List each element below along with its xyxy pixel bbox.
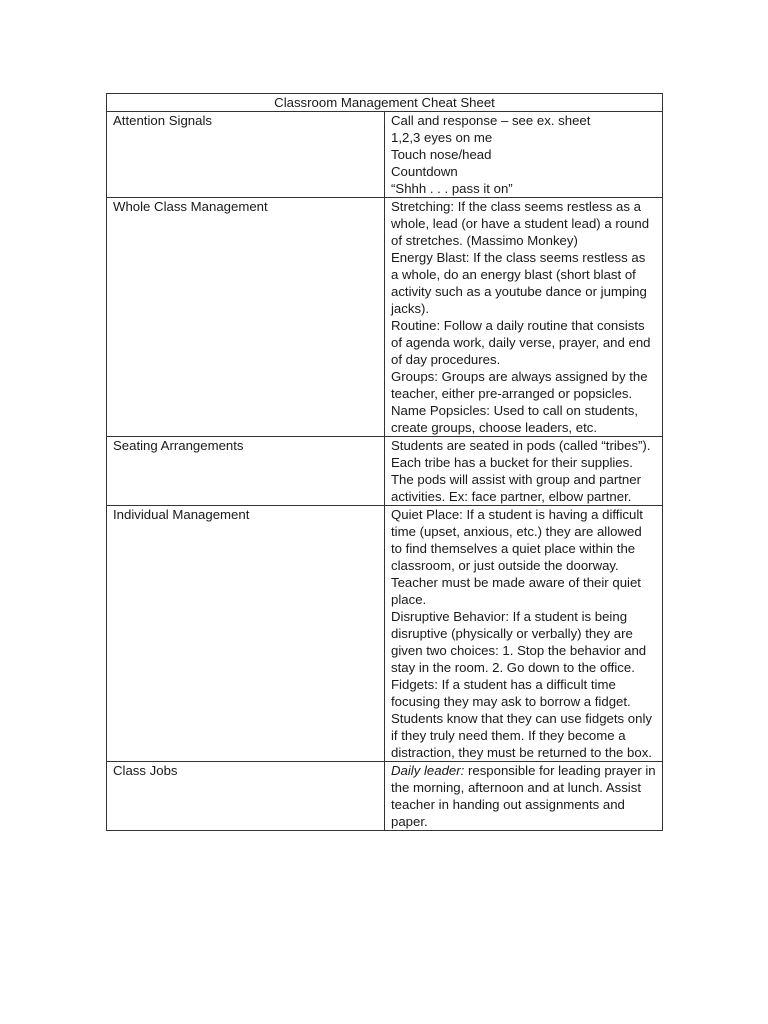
table-row xyxy=(107,762,663,831)
content-line: Groups: Groups are always assigned by the teacher, either pre-arranged or popsicles. xyxy=(391,369,648,401)
sheet-title: Classroom Management Cheat Sheet xyxy=(107,94,663,112)
row-label-seating-arrangements: Seating Arrangements xyxy=(107,437,385,506)
content-line: Countdown xyxy=(391,164,458,179)
row-label-individual-management: Individual Management xyxy=(107,506,385,762)
content-line: Students are seated in pods (called “tribes”). Each tribe has a bucket for their supplies. The pods will assist with group and partner activities. Ex: face partner, elbow partner. xyxy=(391,438,651,504)
content-line: Touch nose/head xyxy=(391,147,492,162)
content-line: Stretching: If the class seems restless as a whole, lead (or have a student lead) a round of stretches. (Massimo Monkey) xyxy=(391,199,650,248)
daily-leader-description: responsible for leading prayer in the morning, afternoon and at lunch. Assist teacher in handing out assignments and paper. xyxy=(391,763,656,829)
content-line: Disruptive Behavior: If a student is being disruptive (physically or verbally) they are given two choices: 1. Stop the behavior and stay in the room. 2. Go down to the office. xyxy=(391,609,647,675)
row-label-attention-signals: Attention Signals xyxy=(107,112,385,198)
content-line: Name Popsicles: Used to call on students, create groups, choose leaders, etc. xyxy=(391,403,639,435)
content-line: 1,2,3 eyes on me xyxy=(391,130,493,145)
daily-leader-term: Daily leader: xyxy=(391,763,465,778)
content-line: Quiet Place: If a student is having a difficult time (upset, anxious, etc.) they are allowed to find themselves a quiet place within the classroom, or just outside the doorway. Teacher must be made aware of their quiet place. xyxy=(391,507,643,607)
content-line: Fidgets: If a student has a difficult time focusing they may ask to borrow a fidget. Students know that they can use fidgets only if they truly need them. If they become a distraction, they must be returned to the box. xyxy=(391,677,652,760)
content-line: Routine: Follow a daily routine that consists of agenda work, daily verse, prayer, and end of day procedures. xyxy=(391,318,651,367)
table-row xyxy=(107,506,663,762)
row-content-whole-class-management xyxy=(385,198,663,437)
row-content-individual-management xyxy=(385,506,663,762)
row-label-class-jobs: Class Jobs xyxy=(107,762,385,831)
content-line: Energy Blast: If the class seems restless as a whole, do an energy blast (short blast of activity such as a youtube dance or jumping jacks). xyxy=(391,250,647,316)
cheat-sheet-table xyxy=(106,93,663,831)
row-content-seating-arrangements xyxy=(385,437,663,506)
table-title-row xyxy=(107,94,663,112)
content-line: “Shhh . . . pass it on” xyxy=(391,181,513,196)
table-row xyxy=(107,198,663,437)
content-line: Call and response – see ex. sheet xyxy=(391,113,591,128)
table-row xyxy=(107,112,663,198)
row-content-attention-signals xyxy=(385,112,663,198)
row-content-class-jobs xyxy=(385,762,663,831)
row-label-whole-class-management: Whole Class Management xyxy=(107,198,385,437)
table-row xyxy=(107,437,663,506)
